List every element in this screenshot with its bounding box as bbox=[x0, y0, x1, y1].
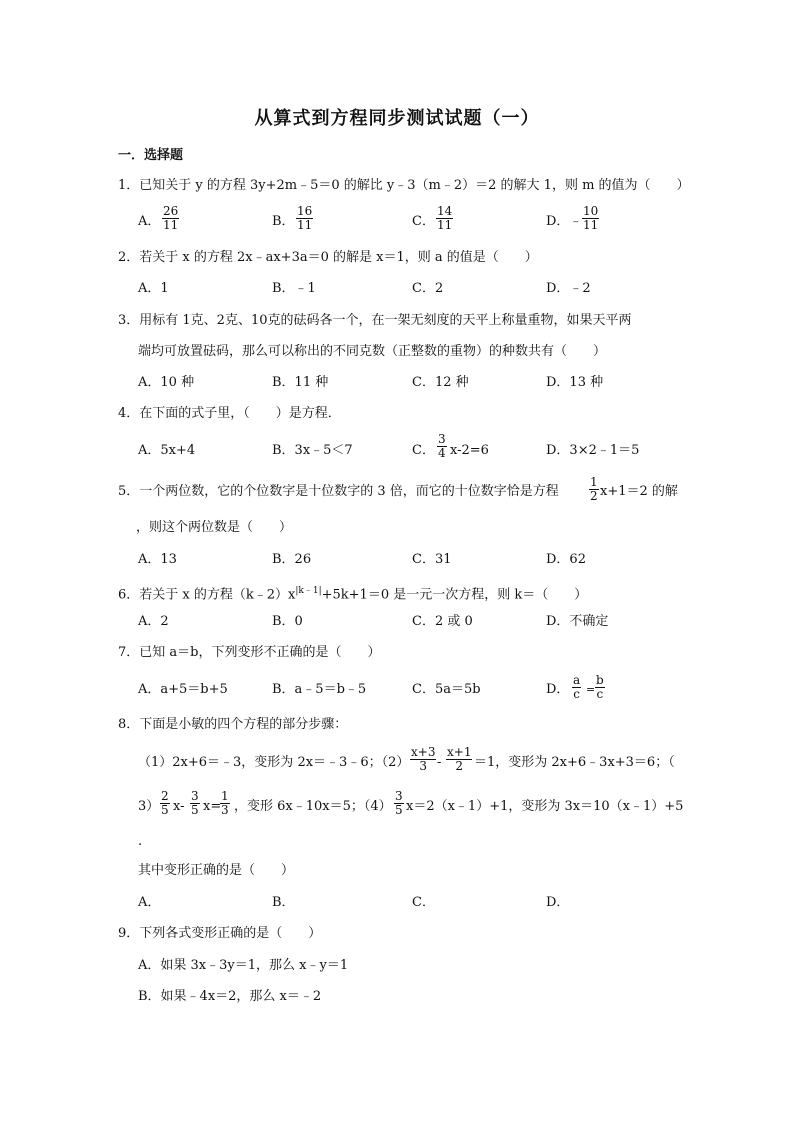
q3-option-c: C．12 种 bbox=[412, 375, 469, 390]
q1-option-b-label: B． bbox=[272, 214, 295, 229]
q1-option-c-label: C． bbox=[412, 214, 435, 229]
q3-option-b: B．11 种 bbox=[272, 375, 329, 390]
q1-option-a-fraction bbox=[162, 205, 179, 232]
q6-exponent: |k﹣1| bbox=[295, 586, 322, 596]
q8-l2-f2-den: 5 bbox=[191, 803, 199, 817]
q8-l2-f1-num: 2 bbox=[161, 789, 169, 803]
q8-line-2b: ，变形 6x﹣10x＝5；（4） bbox=[234, 799, 392, 814]
question-5-line-2: ，则这个两位数是（ ） bbox=[136, 520, 293, 535]
q8-l2-f2-num: 3 bbox=[191, 789, 199, 803]
q2-option-b: B．﹣1 bbox=[272, 281, 316, 296]
q1-option-a-label: A． bbox=[138, 214, 161, 229]
q1-c-numerator: 14 bbox=[437, 204, 453, 218]
q1-b-numerator: 16 bbox=[297, 204, 313, 218]
q4-option-c-fraction bbox=[437, 433, 447, 460]
question-5-line-1b: x+1＝2 的解 bbox=[600, 484, 678, 499]
question-1-stem: 1．已知关于 y 的方程 3y+2m﹣5＝0 的解比 y﹣3（m﹣2）＝2 的解大 1，则 m 的值为（ ） bbox=[118, 178, 690, 193]
q8-line-1b: ＝1，变形为 2x+6﹣3x+3＝6；（ bbox=[474, 755, 675, 770]
q5-option-d: D．62 bbox=[546, 552, 586, 567]
q7-d-fraction-2 bbox=[595, 674, 605, 701]
q7-option-b: B．a﹣5＝b﹣5 bbox=[272, 682, 367, 697]
question-2-stem: 2．若关于 x 的方程 2x﹣ax+3a＝0 的解是 x＝1，则 a 的值是（ ） bbox=[118, 250, 538, 265]
q4-c-numerator: 3 bbox=[438, 432, 446, 446]
q8-l2-f3-den: 3 bbox=[221, 803, 229, 817]
q8-l1-fraction-2 bbox=[446, 746, 472, 773]
q2-option-a: A．1 bbox=[138, 281, 169, 296]
q8-l2-fraction-3 bbox=[220, 790, 230, 817]
q8-trailing-dot: . bbox=[138, 834, 143, 849]
question-8-stem: 8．下面是小敏的四个方程的部分步骤： bbox=[118, 717, 348, 732]
q1-c-denominator: 11 bbox=[437, 218, 453, 232]
q8-l1-f1-num: x+3 bbox=[411, 745, 436, 759]
q5-option-b: B．26 bbox=[272, 552, 312, 567]
q5-fraction bbox=[589, 476, 599, 503]
q5-option-c: C．31 bbox=[412, 552, 452, 567]
q8-option-c: C． bbox=[412, 895, 435, 910]
page-title: 从算式到方程同步测试试题（一） bbox=[254, 108, 540, 129]
q8-option-b: B． bbox=[272, 895, 295, 910]
q4-option-a: A．5x+4 bbox=[138, 443, 196, 458]
q8-option-d: D． bbox=[546, 895, 570, 910]
q8-l2-fraction-4 bbox=[394, 790, 404, 817]
q5-numerator: 1 bbox=[590, 475, 598, 489]
q3-option-d: D．13 种 bbox=[546, 375, 604, 390]
q8-l2-f3-num: 1 bbox=[221, 789, 229, 803]
question-6-stem bbox=[118, 583, 587, 603]
q7-option-d-label: D． bbox=[546, 682, 570, 697]
q7-d-denominator-1: c bbox=[573, 687, 580, 701]
q7-option-a: A．a+5＝b+5 bbox=[138, 682, 228, 697]
q1-d-denominator: 11 bbox=[583, 218, 599, 232]
q6-option-d: D．不确定 bbox=[546, 614, 609, 629]
q8-line-2c: x＝2（x﹣1）+1，变形为 3x＝10（x﹣1）+5 bbox=[406, 799, 684, 814]
q3-option-a: A．10 种 bbox=[138, 375, 195, 390]
section-heading: 一．选择题 bbox=[118, 148, 184, 163]
q8-line-1a: （1）2x+6＝﹣3，变形为 2x＝﹣3﹣6；（2） bbox=[138, 755, 410, 770]
q1-a-denominator: 11 bbox=[163, 218, 179, 232]
q4-option-c-label: C． bbox=[412, 443, 435, 458]
q8-l2-fraction-1 bbox=[160, 790, 170, 817]
q9-option-a: A．如果 3x﹣3y＝1，那么 x﹣y＝1 bbox=[138, 958, 349, 973]
q8-l1-minus: - bbox=[437, 755, 442, 770]
q8-l2-f4-num: 3 bbox=[395, 789, 403, 803]
q7-option-c: C．5a＝5b bbox=[412, 682, 481, 697]
q9-option-b: B．如果﹣4x＝2，那么 x＝﹣2 bbox=[138, 989, 322, 1004]
q7-d-fraction-1 bbox=[572, 674, 581, 701]
q1-a-numerator: 26 bbox=[163, 204, 179, 218]
q4-c-denominator: 4 bbox=[438, 446, 446, 460]
q6-option-a: A．2 bbox=[138, 614, 169, 629]
question-9-stem: 9．下列各式变形正确的是（ ） bbox=[118, 926, 322, 941]
q8-l2-x1: x- bbox=[173, 799, 185, 814]
question-5-line-1a: 5．一个两位数，它的个位数字是十位数字的 3 倍，而它的十位数字恰是方程 bbox=[118, 484, 559, 499]
q6-stem-b: +5k+1＝0 是一元一次方程，则 k＝（ ） bbox=[321, 587, 588, 603]
q4-option-b: B．3x﹣5＜7 bbox=[272, 443, 353, 458]
q8-line-2a: 3） bbox=[138, 799, 160, 814]
q8-l2-x2: x= bbox=[203, 799, 222, 814]
q1-option-b-fraction bbox=[296, 205, 313, 232]
q7-d-equals: = bbox=[586, 683, 596, 696]
q7-d-numerator-1: a bbox=[573, 673, 581, 687]
q8-option-a: A． bbox=[138, 895, 161, 910]
q8-l1-f1-den: 3 bbox=[419, 759, 428, 773]
q4-option-c-rest: x-2=6 bbox=[450, 443, 489, 458]
q6-stem-a: 6．若关于 x 的方程（k﹣2）x bbox=[118, 587, 296, 603]
q2-option-d: D．﹣2 bbox=[546, 281, 591, 296]
q4-option-d: D．3×2﹣1＝5 bbox=[546, 443, 640, 458]
q8-l2-fraction-2 bbox=[190, 790, 200, 817]
question-4-stem: 4．在下面的式子里，（ ）是方程． bbox=[118, 406, 341, 421]
q1-b-denominator: 11 bbox=[297, 218, 313, 232]
q5-denominator: 2 bbox=[590, 489, 598, 503]
q1-d-numerator: 10 bbox=[583, 204, 599, 218]
q8-l1-f2-den: 2 bbox=[455, 759, 464, 773]
q7-d-denominator-2: c bbox=[596, 687, 604, 701]
q8-l2-f1-den: 5 bbox=[161, 803, 169, 817]
q8-ask: 其中变形正确的是（ ） bbox=[138, 863, 295, 878]
q6-option-b: B．0 bbox=[272, 614, 303, 629]
q8-l1-fraction-1 bbox=[410, 746, 436, 773]
question-7-stem: 7．已知 a＝b，下列变形不正确的是（ ） bbox=[118, 645, 381, 660]
q8-l2-f4-den: 5 bbox=[395, 803, 403, 817]
q7-d-numerator-2: b bbox=[596, 673, 604, 687]
question-3-line-1: 3．用标有 1克、2克、10克的砝码各一个，在一架无刻度的天平上称量重物，如果天平两 bbox=[118, 313, 632, 328]
q5-option-a: A．13 bbox=[138, 552, 177, 567]
q8-l1-f2-num: x+1 bbox=[447, 745, 472, 759]
question-3-line-2: 端均可放置砝码，那么可以称出的不同克数（正整数的重物）的种数共有（ ） bbox=[138, 344, 607, 359]
q1-option-d-fraction bbox=[582, 205, 599, 232]
q1-option-c-fraction bbox=[436, 205, 453, 232]
q1-option-d-label: D．﹣ bbox=[546, 214, 583, 229]
q6-option-c: C．2 或 0 bbox=[412, 614, 473, 629]
q2-option-c: C．2 bbox=[412, 281, 444, 296]
